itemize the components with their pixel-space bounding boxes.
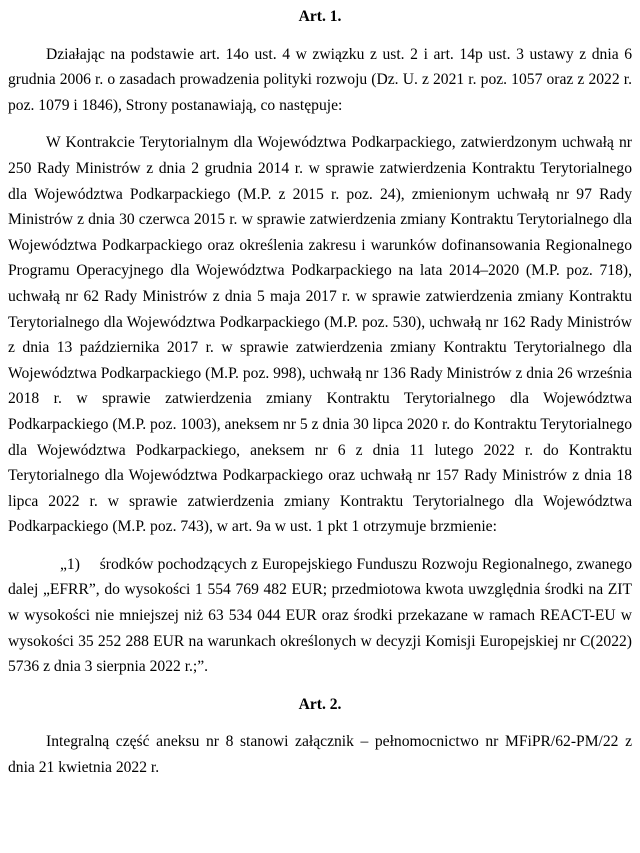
article-2-body-paragraph: Integralną część aneksu nr 8 stanowi załącznik – pełnomocnictwo nr MFiPR/62-PM/22 z dnia 21 kwietnia 2022 r. xyxy=(8,733,632,777)
article-1-quoted-provision: „1) środków pochodzących z Europejskiego Funduszu Rozwoju Regionalnego, zwanego dalej „EFRR”, do wysokości 1 554 769 482 EUR; przedmiotowa kwota uwzględnia środki na ZIT w wysokości nie mniejszej niż 63 534 044 EUR oraz środki przekazane w ramach REACT-EU w wysokości 35 252 288 EUR na warunkach określonych w decyzji Komisji Europejskiej nr C(2022) 5736 z dnia 3 sierpnia 2022 r.;”. xyxy=(8,555,632,676)
article-1-heading: Art. 1. xyxy=(298,8,342,25)
article-1-body-paragraph: W Kontrakcie Terytorialnym dla Województwa Podkarpackiego, zatwierdzonym uchwałą nr 250 Rady Ministrów z dnia 2 grudnia 2014 r. w sprawie zatwierdzenia Kontraktu Terytorialnego dla Województwa Podkarpackiego (M.P. z 2015 r. poz. 24), zmienionym uchwałą nr 97 Rady Ministrów z dnia 30 czerwca 2015 r. w sprawie zatwierdzenia zmiany Kontraktu Terytorialnego dla Województwa Podkarpackiego oraz określenia zakresu i warunków dofinansowania Regionalnego Programu Operacyjnego dla Województwa Podkarpackiego na lata 2014–2020 (M.P. poz. 718), uchwałą nr 62 Rady Ministrów z dnia 5 maja 2017 r. w sprawie zatwierdzenia zmiany Kontraktu Terytorialnego dla Województwa Podkarpackiego (M.P. poz. 530), uchwałą nr 162 Rady Ministrów z dnia 13 października 2017 r. w sprawie zatwierdzenia zmiany Kontraktu Terytorialnego dla Województwa Podkarpackiego (M.P. poz. 998), uchwałą nr 136 Rady Ministrów z dnia 26 września 2018 r. w sprawie zatwierdzenia zmiany Kontraktu Terytorialnego dla Województwa Podkarpackiego (M.P. poz. 1003), aneksem nr 5 z dnia 30 lipca 2020 r. do Kontraktu Terytorialnego dla Województwa Podkarpackiego, aneksem nr 6 z dnia 11 lutego 2022 r. do Kontraktu Terytorialnego dla Województwa Podkarpackiego oraz uchwałą nr 157 Rady Ministrów z dnia 18 lipca 2022 r. w sprawie zatwierdzenia zmiany Kontraktu Terytorialnego dla Województwa Podkarpackiego (M.P. poz. 743), w art. 9a w ust. 1 pkt 1 otrzymuje brzmienie: xyxy=(8,134,632,536)
article-1-intro-paragraph: Działając na podstawie art. 14o ust. 4 w związku z ust. 2 i art. 14p ust. 3 ustawy z dnia 6 grudnia 2006 r. o zasadach prowadzenia polityki rozwoju (Dz. U. z 2021 r. poz. 1057 oraz z 2022 r. poz. 1079 i 1846), Strony postanawiają, co następuje: xyxy=(8,45,632,114)
article-2-heading: Art. 2. xyxy=(298,695,342,713)
document-page xyxy=(8,4,632,781)
